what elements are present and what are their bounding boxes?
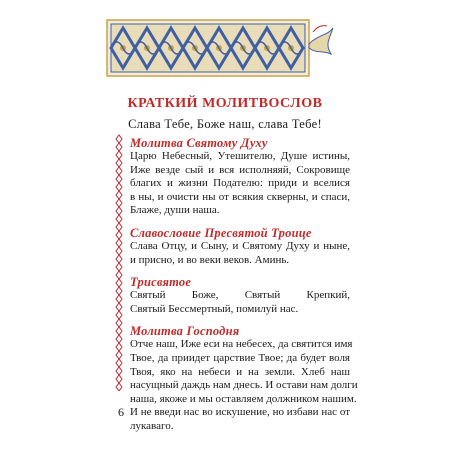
prayer-line: И не введи нас во искушение, но избави нас от [130,406,350,419]
prayer-title: Трисвятое [130,275,192,290]
prayer-line: лукаваго. [130,419,174,432]
prayer-title: Молитва Господня [130,324,240,339]
decorative-side-border [115,133,123,391]
prayer-line: Слава Отцу, и Сыну, и Святому Духу и ныне, [130,239,350,252]
prayer-line: наша, якоже и мы оставляем должником нашим. [130,392,357,405]
motto-line: Слава Тебе, Боже наш, слава Тебе! [128,117,322,131]
prayer-line: Отче наш, Иже еси на небесех, да святится имя [130,338,353,351]
prayers-content [130,136,358,442]
prayer-text [130,150,350,218]
prayer-line: насущный даждь нам днесь. И остави нам долги [130,379,358,392]
page-heading: КРАТКИЙ МОЛИТВОСЛОВ [127,96,323,111]
prayer-line: Иже везде сый и вся исполняяй, Сокровище [130,163,350,176]
page-number: 6 [118,405,124,419]
prayer-line: Твое, да приидет царствие Твое; да будет воля [130,351,350,364]
prayer-line: в ны, и очисти ны от всякия скверны, и спаси, [130,190,350,203]
prayer-line: Святый Боже, Святый Крепкий, [130,289,350,302]
prayer-title: Молитва Святому Духу [130,136,268,150]
prayer-line: Блаже, души наша. [130,204,220,217]
decorative-ornament-banner [103,14,343,84]
prayer-line: благих и жизни Подателю: приди и вселися [130,177,350,190]
prayer-text [130,338,358,433]
prayer-line: Святый Бессмертный, помилуй нас. [130,302,299,315]
prayer-line: Царю Небесный, Утешителю, Душе истины, [130,150,350,162]
prayer-line: Твоя, яко на небеси и на земли. Хлеб наш [130,365,350,378]
prayer-text [130,240,350,267]
prayer-line: и присно, и во веки веков. Аминь. [130,253,290,266]
prayer-title: Славословие Пресвятой Троице [130,225,312,240]
prayer-text [130,289,350,316]
